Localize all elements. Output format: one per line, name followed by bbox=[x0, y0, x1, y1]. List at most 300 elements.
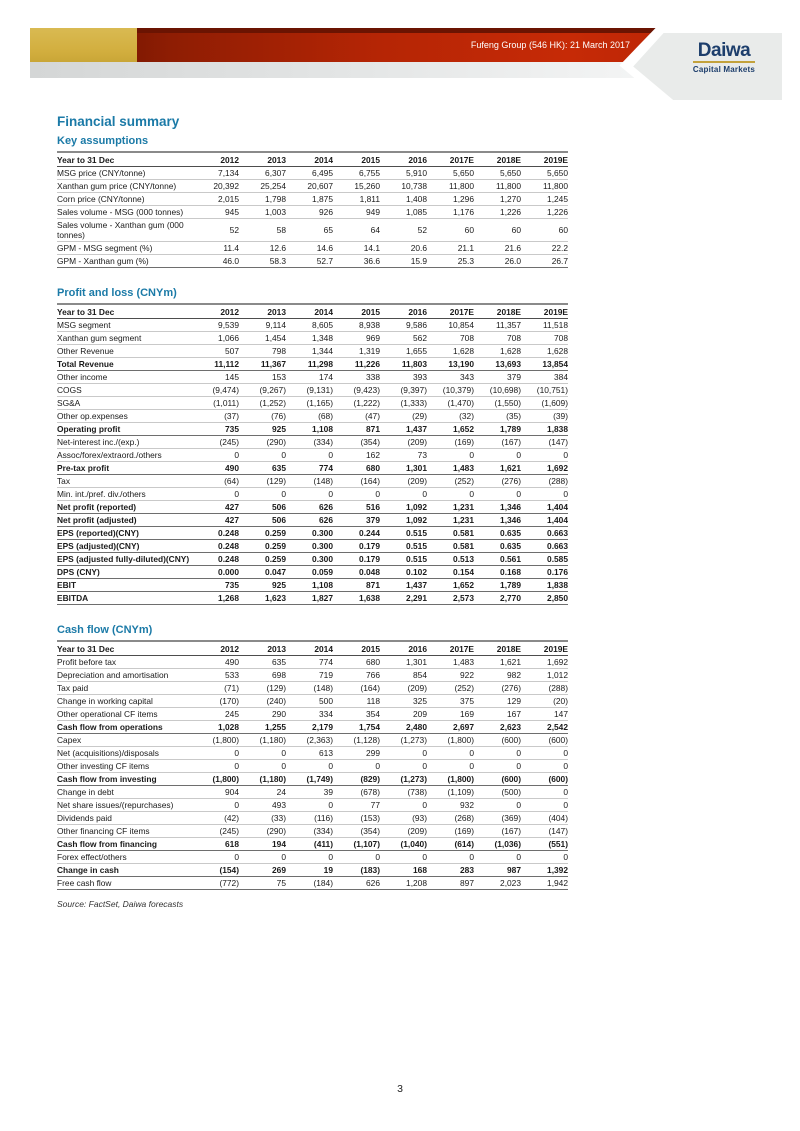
value-cell: 0.176 bbox=[547, 567, 568, 577]
value-cell: (33) bbox=[271, 813, 286, 823]
value-cell: (1,165) bbox=[306, 398, 333, 408]
value-cell: 0 bbox=[328, 852, 333, 862]
value-cell: 735 bbox=[225, 580, 239, 590]
table-row bbox=[57, 319, 568, 332]
value-cell: 334 bbox=[319, 709, 333, 719]
value-cell: (1,128) bbox=[353, 735, 380, 745]
row-label: Profit before tax bbox=[57, 657, 117, 667]
value-cell: 2,697 bbox=[453, 722, 474, 732]
value-cell: (252) bbox=[454, 476, 474, 486]
value-cell: 1,789 bbox=[500, 580, 521, 590]
value-cell: (1,470) bbox=[447, 398, 474, 408]
value-cell: (411) bbox=[313, 839, 333, 849]
row-label: Change in debt bbox=[57, 787, 114, 797]
value-cell: 1,245 bbox=[547, 194, 568, 204]
value-cell: 0.047 bbox=[265, 567, 286, 577]
value-cell: 1,404 bbox=[547, 502, 568, 512]
value-cell: 708 bbox=[507, 333, 521, 343]
value-cell: 245 bbox=[225, 709, 239, 719]
value-cell: 0.515 bbox=[406, 541, 427, 551]
value-cell: 194 bbox=[272, 839, 286, 849]
table-row bbox=[57, 864, 568, 877]
value-cell: 1,692 bbox=[547, 463, 568, 473]
value-cell: (169) bbox=[454, 437, 474, 447]
value-cell: (1,800) bbox=[447, 735, 474, 745]
value-cell: 343 bbox=[460, 372, 474, 382]
row-label: COGS bbox=[57, 385, 82, 395]
value-cell: (1,800) bbox=[447, 774, 474, 784]
value-cell: 1,827 bbox=[312, 593, 333, 603]
value-cell: 325 bbox=[413, 696, 427, 706]
table-row bbox=[57, 167, 568, 180]
value-cell: 14.6 bbox=[316, 243, 333, 253]
value-cell: (29) bbox=[412, 411, 427, 421]
value-cell: 0.248 bbox=[218, 541, 239, 551]
page-number: 3 bbox=[397, 1083, 403, 1095]
value-cell: 0 bbox=[516, 761, 521, 771]
value-cell: 26.7 bbox=[551, 256, 568, 266]
value-cell: (47) bbox=[365, 411, 380, 421]
row-label: Net (acquisitions)/disposals bbox=[57, 748, 159, 758]
year-column-header: 2016 bbox=[408, 155, 427, 165]
value-cell: 1,346 bbox=[500, 502, 521, 512]
row-label: Corn price (CNY/tonne) bbox=[57, 194, 145, 204]
value-cell: 0.581 bbox=[453, 541, 474, 551]
value-cell: 0 bbox=[563, 852, 568, 862]
table-header-row bbox=[57, 152, 568, 167]
value-cell: 0 bbox=[328, 450, 333, 460]
value-cell: 0 bbox=[422, 800, 427, 810]
financial-summary-content bbox=[57, 115, 568, 918]
value-cell: 9,586 bbox=[406, 320, 427, 330]
value-cell: 1,483 bbox=[453, 657, 474, 667]
value-cell: (334) bbox=[313, 826, 333, 836]
value-cell: (76) bbox=[271, 411, 286, 421]
value-cell: 719 bbox=[319, 670, 333, 680]
value-cell: 1,623 bbox=[265, 593, 286, 603]
value-cell: 798 bbox=[272, 346, 286, 356]
value-cell: 0 bbox=[281, 852, 286, 862]
value-cell: (551) bbox=[548, 839, 568, 849]
value-cell: 1,226 bbox=[547, 207, 568, 217]
value-cell: 11,800 bbox=[543, 181, 568, 191]
value-cell: 58 bbox=[276, 225, 286, 235]
value-cell: (147) bbox=[548, 437, 568, 447]
value-cell: 698 bbox=[272, 670, 286, 680]
table-row bbox=[57, 786, 568, 799]
value-cell: 635 bbox=[272, 463, 286, 473]
value-cell: 0 bbox=[281, 450, 286, 460]
value-cell: 0 bbox=[422, 852, 427, 862]
year-column-header: 2018E bbox=[496, 644, 521, 654]
row-label: Cash flow from investing bbox=[57, 774, 157, 784]
table-row bbox=[57, 825, 568, 838]
value-cell: 0.048 bbox=[359, 567, 380, 577]
value-cell: (1,036) bbox=[494, 839, 521, 849]
value-cell: (183) bbox=[360, 865, 380, 875]
value-cell: 1,231 bbox=[453, 515, 474, 525]
value-cell: 1,437 bbox=[406, 424, 427, 434]
value-cell: 75 bbox=[276, 878, 286, 888]
table-row bbox=[57, 721, 568, 734]
value-cell: 0 bbox=[281, 748, 286, 758]
value-cell: 1,066 bbox=[218, 333, 239, 343]
value-cell: 1,092 bbox=[406, 515, 427, 525]
value-cell: (614) bbox=[454, 839, 474, 849]
profit-loss-table bbox=[57, 303, 568, 605]
value-cell: 9,114 bbox=[265, 320, 286, 330]
row-label: EBIT bbox=[57, 580, 77, 590]
value-cell: (153) bbox=[360, 813, 380, 823]
key-assumptions-table bbox=[57, 151, 568, 268]
row-label: Pre-tax profit bbox=[57, 463, 110, 473]
value-cell: 635 bbox=[272, 657, 286, 667]
value-cell: 1,652 bbox=[453, 580, 474, 590]
value-cell: 766 bbox=[366, 670, 380, 680]
value-cell: 922 bbox=[460, 670, 474, 680]
value-cell: 2,542 bbox=[547, 722, 568, 732]
value-cell: 500 bbox=[319, 696, 333, 706]
year-column-header: 2012 bbox=[220, 307, 239, 317]
value-cell: 0.248 bbox=[218, 528, 239, 538]
value-cell: 1,268 bbox=[218, 593, 239, 603]
value-cell: 1,012 bbox=[547, 670, 568, 680]
row-label: Xanthan gum segment bbox=[57, 333, 142, 343]
value-cell: 299 bbox=[366, 748, 380, 758]
table-row bbox=[57, 734, 568, 747]
value-cell: 8,938 bbox=[359, 320, 380, 330]
value-cell: 1,628 bbox=[500, 346, 521, 356]
value-cell: 1,085 bbox=[406, 207, 427, 217]
daiwa-logo bbox=[668, 41, 780, 74]
value-cell: 613 bbox=[319, 748, 333, 758]
year-column-header: 2013 bbox=[267, 155, 286, 165]
value-cell: (1,800) bbox=[212, 735, 239, 745]
value-cell: 0.663 bbox=[547, 528, 568, 538]
row-label: Net-interest inc./(exp.) bbox=[57, 437, 140, 447]
value-cell: 1,811 bbox=[359, 194, 380, 204]
value-cell: 506 bbox=[272, 515, 286, 525]
value-cell: (167) bbox=[501, 826, 521, 836]
value-cell: 0 bbox=[516, 852, 521, 862]
cash-flow-title: Cash flow (CNYm) bbox=[57, 624, 153, 636]
value-cell: 147 bbox=[554, 709, 568, 719]
row-label-header: Year to 31 Dec bbox=[57, 155, 115, 165]
table-row bbox=[57, 773, 568, 786]
value-cell: 21.1 bbox=[457, 243, 474, 253]
value-cell: 379 bbox=[507, 372, 521, 382]
value-cell: (9,423) bbox=[353, 385, 380, 395]
table-row bbox=[57, 669, 568, 682]
header-gray-strip bbox=[30, 62, 634, 78]
value-cell: (1,800) bbox=[212, 774, 239, 784]
year-column-header: 2012 bbox=[220, 155, 239, 165]
row-label: Min. int./pref. div./others bbox=[57, 489, 146, 499]
value-cell: (68) bbox=[318, 411, 333, 421]
table-row bbox=[57, 708, 568, 721]
value-cell: 0.663 bbox=[547, 541, 568, 551]
value-cell: 0 bbox=[281, 489, 286, 499]
value-cell: 897 bbox=[460, 878, 474, 888]
year-column-header: 2013 bbox=[267, 307, 286, 317]
table-row bbox=[57, 206, 568, 219]
row-label: EPS (reported)(CNY) bbox=[57, 528, 139, 538]
row-label: Total Revenue bbox=[57, 359, 114, 369]
value-cell: 153 bbox=[272, 372, 286, 382]
value-cell: 77 bbox=[370, 800, 380, 810]
value-cell: 506 bbox=[272, 502, 286, 512]
value-cell: 1,092 bbox=[406, 502, 427, 512]
value-cell: 46.0 bbox=[222, 256, 239, 266]
table-row bbox=[57, 747, 568, 760]
value-cell: 0.059 bbox=[312, 567, 333, 577]
table-row bbox=[57, 410, 568, 423]
value-cell: 65 bbox=[323, 225, 333, 235]
table-row bbox=[57, 527, 568, 540]
row-label: Depreciation and amortisation bbox=[57, 670, 169, 680]
value-cell: 507 bbox=[225, 346, 239, 356]
value-cell: 283 bbox=[460, 865, 474, 875]
value-cell: (164) bbox=[360, 683, 380, 693]
value-cell: (290) bbox=[266, 826, 286, 836]
value-cell: 493 bbox=[272, 800, 286, 810]
value-cell: 0.168 bbox=[500, 567, 521, 577]
value-cell: 0 bbox=[328, 761, 333, 771]
value-cell: 269 bbox=[272, 865, 286, 875]
value-cell: 0 bbox=[563, 748, 568, 758]
value-cell: 945 bbox=[225, 207, 239, 217]
value-cell: 11,803 bbox=[401, 359, 427, 369]
value-cell: 1,226 bbox=[500, 207, 521, 217]
year-column-header: 2016 bbox=[408, 644, 427, 654]
row-label: Cash flow from financing bbox=[57, 839, 158, 849]
value-cell: 1,344 bbox=[312, 346, 333, 356]
value-cell: 26.0 bbox=[504, 256, 521, 266]
value-cell: (334) bbox=[313, 437, 333, 447]
value-cell: 168 bbox=[413, 865, 427, 875]
value-cell: 774 bbox=[319, 463, 333, 473]
value-cell: (209) bbox=[407, 826, 427, 836]
value-cell: 969 bbox=[366, 333, 380, 343]
value-cell: 0 bbox=[328, 800, 333, 810]
value-cell: 13,190 bbox=[448, 359, 474, 369]
value-cell: (288) bbox=[548, 683, 568, 693]
value-cell: 0 bbox=[563, 489, 568, 499]
value-cell: 290 bbox=[272, 709, 286, 719]
year-column-header: 2015 bbox=[361, 307, 380, 317]
table-row bbox=[57, 579, 568, 592]
value-cell: (42) bbox=[224, 813, 239, 823]
value-cell: 0.248 bbox=[218, 554, 239, 564]
value-cell: (1,333) bbox=[400, 398, 427, 408]
value-cell: 0 bbox=[234, 800, 239, 810]
value-cell: 0.179 bbox=[359, 541, 380, 551]
value-cell: 1,108 bbox=[312, 424, 333, 434]
value-cell: 871 bbox=[366, 424, 380, 434]
value-cell: (148) bbox=[313, 683, 333, 693]
value-cell: 1,176 bbox=[453, 207, 474, 217]
row-label: Free cash flow bbox=[57, 878, 112, 888]
value-cell: 1,652 bbox=[453, 424, 474, 434]
value-cell: (354) bbox=[360, 437, 380, 447]
value-cell: 2,850 bbox=[547, 593, 568, 603]
row-label: Cash flow from operations bbox=[57, 722, 163, 732]
value-cell: (276) bbox=[501, 476, 521, 486]
value-cell: 871 bbox=[366, 580, 380, 590]
value-cell: (1,273) bbox=[400, 774, 427, 784]
row-label: Capex bbox=[57, 735, 82, 745]
value-cell: (369) bbox=[501, 813, 521, 823]
value-cell: (93) bbox=[412, 813, 427, 823]
value-cell: (148) bbox=[313, 476, 333, 486]
table-row bbox=[57, 423, 568, 436]
value-cell: 36.6 bbox=[363, 256, 380, 266]
year-column-header: 2018E bbox=[496, 155, 521, 165]
value-cell: 1,392 bbox=[547, 865, 568, 875]
value-cell: 167 bbox=[507, 709, 521, 719]
row-label: Change in cash bbox=[57, 865, 119, 875]
table-row bbox=[57, 358, 568, 371]
value-cell: 0.635 bbox=[500, 528, 521, 538]
value-cell: 1,301 bbox=[406, 463, 427, 473]
table-row bbox=[57, 851, 568, 864]
value-cell: 22.2 bbox=[551, 243, 568, 253]
row-label: Forex effect/others bbox=[57, 852, 127, 862]
value-cell: (1,180) bbox=[259, 735, 286, 745]
value-cell: (37) bbox=[224, 411, 239, 421]
value-cell: (240) bbox=[266, 696, 286, 706]
value-cell: 1,454 bbox=[265, 333, 286, 343]
value-cell: (9,474) bbox=[212, 385, 239, 395]
table-row bbox=[57, 462, 568, 475]
table-row bbox=[57, 682, 568, 695]
table-header-row bbox=[57, 641, 568, 656]
value-cell: 60 bbox=[464, 225, 474, 235]
row-label: Tax paid bbox=[57, 683, 89, 693]
value-cell: 209 bbox=[413, 709, 427, 719]
value-cell: 1,028 bbox=[218, 722, 239, 732]
report-title: Fufeng Group (546 HK): 21 March 2017 bbox=[470, 40, 630, 50]
value-cell: 52.7 bbox=[316, 256, 333, 266]
value-cell: 2,573 bbox=[453, 593, 474, 603]
value-cell: 375 bbox=[460, 696, 474, 706]
value-cell: 24 bbox=[276, 787, 286, 797]
value-cell: 626 bbox=[366, 878, 380, 888]
row-label: MSG segment bbox=[57, 320, 111, 330]
value-cell: 626 bbox=[319, 515, 333, 525]
value-cell: 533 bbox=[225, 670, 239, 680]
row-label: EPS (adjusted)(CNY) bbox=[57, 541, 140, 551]
value-cell: (245) bbox=[219, 437, 239, 447]
value-cell: 8,605 bbox=[312, 320, 333, 330]
value-cell: 0 bbox=[563, 761, 568, 771]
value-cell: 0.635 bbox=[500, 541, 521, 551]
cash-flow-table bbox=[57, 640, 568, 890]
value-cell: (129) bbox=[266, 476, 286, 486]
table-row bbox=[57, 332, 568, 345]
value-cell: 680 bbox=[366, 463, 380, 473]
table-row bbox=[57, 877, 568, 890]
value-cell: 2,291 bbox=[406, 593, 427, 603]
value-cell: 5,650 bbox=[547, 168, 568, 178]
value-cell: (170) bbox=[219, 696, 239, 706]
value-cell: (404) bbox=[548, 813, 568, 823]
value-cell: (245) bbox=[219, 826, 239, 836]
value-cell: (354) bbox=[360, 826, 380, 836]
value-cell: 1,621 bbox=[500, 463, 521, 473]
value-cell: 13,693 bbox=[495, 359, 521, 369]
value-cell: 1,754 bbox=[359, 722, 380, 732]
value-cell: 1,408 bbox=[406, 194, 427, 204]
value-cell: 0.000 bbox=[218, 567, 239, 577]
value-cell: (2,363) bbox=[306, 735, 333, 745]
year-column-header: 2019E bbox=[543, 644, 568, 654]
value-cell: 0 bbox=[281, 761, 286, 771]
value-cell: 2,023 bbox=[500, 878, 521, 888]
value-cell: 0 bbox=[328, 489, 333, 499]
value-cell: 0.561 bbox=[500, 554, 521, 564]
value-cell: (1,222) bbox=[353, 398, 380, 408]
value-cell: 987 bbox=[507, 865, 521, 875]
value-cell: 6,495 bbox=[312, 168, 333, 178]
row-label: Xanthan gum price (CNY/tonne) bbox=[57, 181, 177, 191]
value-cell: 0 bbox=[234, 489, 239, 499]
profit-loss-section bbox=[57, 287, 568, 605]
value-cell: (500) bbox=[501, 787, 521, 797]
value-cell: (167) bbox=[501, 437, 521, 447]
table-row bbox=[57, 566, 568, 579]
value-cell: (1,011) bbox=[213, 398, 239, 408]
value-cell: 11.4 bbox=[223, 243, 239, 253]
row-label: Net profit (adjusted) bbox=[57, 515, 137, 525]
value-cell: (10,698) bbox=[489, 385, 521, 395]
value-cell: 0.300 bbox=[312, 541, 333, 551]
value-cell: 1,003 bbox=[265, 207, 286, 217]
value-cell: 1,404 bbox=[547, 515, 568, 525]
value-cell: 562 bbox=[413, 333, 427, 343]
year-column-header: 2014 bbox=[314, 155, 333, 165]
value-cell: (268) bbox=[454, 813, 474, 823]
value-cell: 0 bbox=[516, 748, 521, 758]
value-cell: 64 bbox=[370, 225, 380, 235]
value-cell: 118 bbox=[366, 696, 380, 706]
value-cell: 52 bbox=[417, 225, 427, 235]
value-cell: 932 bbox=[460, 800, 474, 810]
row-label: Net profit (reported) bbox=[57, 502, 137, 512]
value-cell: 384 bbox=[554, 372, 568, 382]
value-cell: 1,301 bbox=[406, 657, 427, 667]
value-cell: 21.6 bbox=[504, 243, 521, 253]
row-label: SG&A bbox=[57, 398, 81, 408]
value-cell: 925 bbox=[272, 580, 286, 590]
page-title: Financial summary bbox=[57, 114, 180, 129]
value-cell: 1,875 bbox=[312, 194, 333, 204]
year-column-header: 2014 bbox=[314, 644, 333, 654]
value-cell: 708 bbox=[460, 333, 474, 343]
value-cell: 490 bbox=[225, 463, 239, 473]
value-cell: 0 bbox=[469, 761, 474, 771]
value-cell: 354 bbox=[366, 709, 380, 719]
value-cell: 5,650 bbox=[453, 168, 474, 178]
value-cell: (1,107) bbox=[353, 839, 380, 849]
value-cell: 1,942 bbox=[547, 878, 568, 888]
value-cell: 708 bbox=[554, 333, 568, 343]
value-cell: 1,628 bbox=[453, 346, 474, 356]
year-column-header: 2012 bbox=[220, 644, 239, 654]
value-cell: 0 bbox=[375, 489, 380, 499]
value-cell: (32) bbox=[459, 411, 474, 421]
value-cell: 0 bbox=[469, 450, 474, 460]
